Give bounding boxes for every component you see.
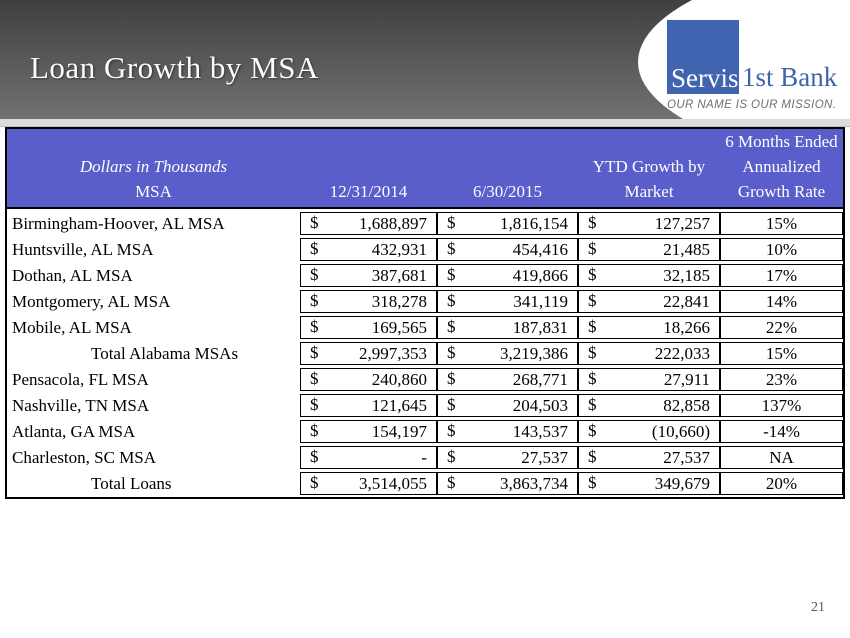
value-2015-cell: $ 187,831	[437, 316, 578, 339]
dollar-sign: $	[310, 291, 319, 310]
header-dollars-in-thousands: Dollars in Thousands	[79, 157, 228, 176]
ytd-growth-cell: $ 18,266	[578, 316, 720, 339]
msa-name-cell: Pensacola, FL MSA	[7, 368, 300, 391]
value-2015-cell: $ 204,503	[437, 394, 578, 417]
ytd-growth-cell: $ 222,033	[578, 342, 720, 365]
table-row	[7, 290, 843, 313]
dollar-sign: $	[588, 213, 597, 232]
msa-name-cell: Charleston, SC MSA	[7, 446, 300, 469]
dollar-sign: $	[588, 421, 597, 440]
value-2014-cell: $ 121,645	[300, 394, 437, 417]
dollar-sign: $	[447, 369, 456, 388]
dollar-sign: $	[310, 421, 319, 440]
table-row	[7, 238, 843, 261]
dollar-sign: $	[588, 473, 597, 492]
dollar-sign: $	[588, 343, 597, 362]
growth-rate-cell: 20%	[720, 472, 843, 495]
value-2015-cell: $ 454,416	[437, 238, 578, 261]
dollar-sign: $	[447, 317, 456, 336]
table-row	[7, 316, 843, 339]
value-2014-cell: $ 387,681	[300, 264, 437, 287]
table-row	[7, 212, 843, 235]
msa-name-cell: Mobile, AL MSA	[7, 316, 300, 339]
value-2014-cell: $ 1,688,897	[300, 212, 437, 235]
dollar-sign: $	[310, 395, 319, 414]
growth-rate-cell: 14%	[720, 290, 843, 313]
value-2015-cell: $ 341,119	[437, 290, 578, 313]
dollar-sign: $	[447, 343, 456, 362]
dollar-sign: $	[447, 291, 456, 310]
msa-name-cell: Atlanta, GA MSA	[7, 420, 300, 443]
table-row	[7, 368, 843, 391]
value-2014-cell: $ 154,197	[300, 420, 437, 443]
value-2014-cell: $ -	[300, 446, 437, 469]
growth-rate-cell: 137%	[720, 394, 843, 417]
value-2015-cell: $ 3,219,386	[437, 342, 578, 365]
header-msa	[7, 129, 300, 209]
dollar-sign: $	[447, 473, 456, 492]
growth-rate-cell: 15%	[720, 212, 843, 235]
ytd-growth-cell: $ 27,911	[578, 368, 720, 391]
dollar-sign: $	[447, 239, 456, 258]
msa-name-cell: Huntsville, AL MSA	[7, 238, 300, 261]
loan-table-body	[7, 212, 843, 495]
header-annualized-growth-rate: 6 Months Ended Annualized Growth Rate	[720, 129, 843, 209]
dollar-sign: $	[588, 291, 597, 310]
ytd-growth-cell: $ 32,185	[578, 264, 720, 287]
growth-rate-cell: 15%	[720, 342, 843, 365]
slide-title: Loan Growth by MSA	[30, 50, 319, 85]
dollar-sign: $	[310, 239, 319, 258]
header-ytd-growth: YTD Growth by Market	[578, 129, 720, 209]
dollar-sign: $	[588, 239, 597, 258]
dollar-sign: $	[447, 213, 456, 232]
ytd-growth-cell: $ 349,679	[578, 472, 720, 495]
servisfirst-logo-text-servis: Servis	[671, 63, 739, 93]
value-2014-cell: $ 318,278	[300, 290, 437, 313]
dollar-sign: $	[588, 447, 597, 466]
value-2015-cell: $ 27,537	[437, 446, 578, 469]
value-2015-cell: $ 3,863,734	[437, 472, 578, 495]
value-2015-cell: $ 268,771	[437, 368, 578, 391]
msa-name-cell: Nashville, TN MSA	[7, 394, 300, 417]
header-date-2014: 12/31/2014	[300, 129, 437, 209]
dollar-sign: $	[310, 317, 319, 336]
growth-rate-cell: NA	[720, 446, 843, 469]
value-2014-cell: $ 169,565	[300, 316, 437, 339]
dollar-sign: $	[447, 395, 456, 414]
dollar-sign: $	[588, 317, 597, 336]
growth-rate-cell: 10%	[720, 238, 843, 261]
dollar-sign: $	[447, 447, 456, 466]
table-row	[7, 420, 843, 443]
table-row	[7, 446, 843, 469]
logo-tagline: OUR NAME IS OUR MISSION.	[667, 99, 837, 111]
dollar-sign: $	[310, 473, 319, 492]
value-2015-cell: $ 143,537	[437, 420, 578, 443]
table-row	[7, 264, 843, 287]
table-header-row	[7, 129, 843, 209]
value-2015-cell: $ 419,866	[437, 264, 578, 287]
dollar-sign: $	[310, 343, 319, 362]
msa-name-cell: Montgomery, AL MSA	[7, 290, 300, 313]
growth-rate-cell: 17%	[720, 264, 843, 287]
value-2014-cell: $ 240,860	[300, 368, 437, 391]
dollar-sign: $	[447, 421, 456, 440]
ytd-growth-cell: $ 127,257	[578, 212, 720, 235]
dollar-sign: $	[588, 265, 597, 284]
loan-growth-table	[5, 127, 845, 499]
growth-rate-cell: 22%	[720, 316, 843, 339]
servisfirst-logo-text-1st-bank: 1st Bank	[742, 62, 838, 92]
dollar-sign: $	[310, 447, 319, 466]
title-banner	[0, 0, 850, 119]
msa-name-cell: Dothan, AL MSA	[7, 264, 300, 287]
value-2015-cell: $ 1,816,154	[437, 212, 578, 235]
value-2014-cell: $ 3,514,055	[300, 472, 437, 495]
value-2014-cell: $ 432,931	[300, 238, 437, 261]
header-msa-label: MSA	[135, 182, 172, 201]
msa-name-cell: Birmingham-Hoover, AL MSA	[7, 212, 300, 235]
dollar-sign: $	[588, 369, 597, 388]
ytd-growth-cell: $ 27,537	[578, 446, 720, 469]
header-date-2015: 6/30/2015	[437, 129, 578, 209]
table-row	[7, 394, 843, 417]
ytd-growth-cell: $ 21,485	[578, 238, 720, 261]
table-row	[7, 342, 843, 365]
dollar-sign: $	[310, 265, 319, 284]
dollar-sign: $	[310, 213, 319, 232]
msa-name-cell: Total Loans	[7, 472, 300, 495]
dollar-sign: $	[447, 265, 456, 284]
growth-rate-cell: -14%	[720, 420, 843, 443]
value-2014-cell: $ 2,997,353	[300, 342, 437, 365]
page-number: 21	[811, 600, 825, 615]
msa-name-cell: Total Alabama MSAs	[7, 342, 300, 365]
table-row	[7, 472, 843, 495]
dollar-sign: $	[310, 369, 319, 388]
ytd-growth-cell: $ 22,841	[578, 290, 720, 313]
growth-rate-cell: 23%	[720, 368, 843, 391]
dollar-sign: $	[588, 395, 597, 414]
ytd-growth-cell: $ (10,660)	[578, 420, 720, 443]
ytd-growth-cell: $ 82,858	[578, 394, 720, 417]
